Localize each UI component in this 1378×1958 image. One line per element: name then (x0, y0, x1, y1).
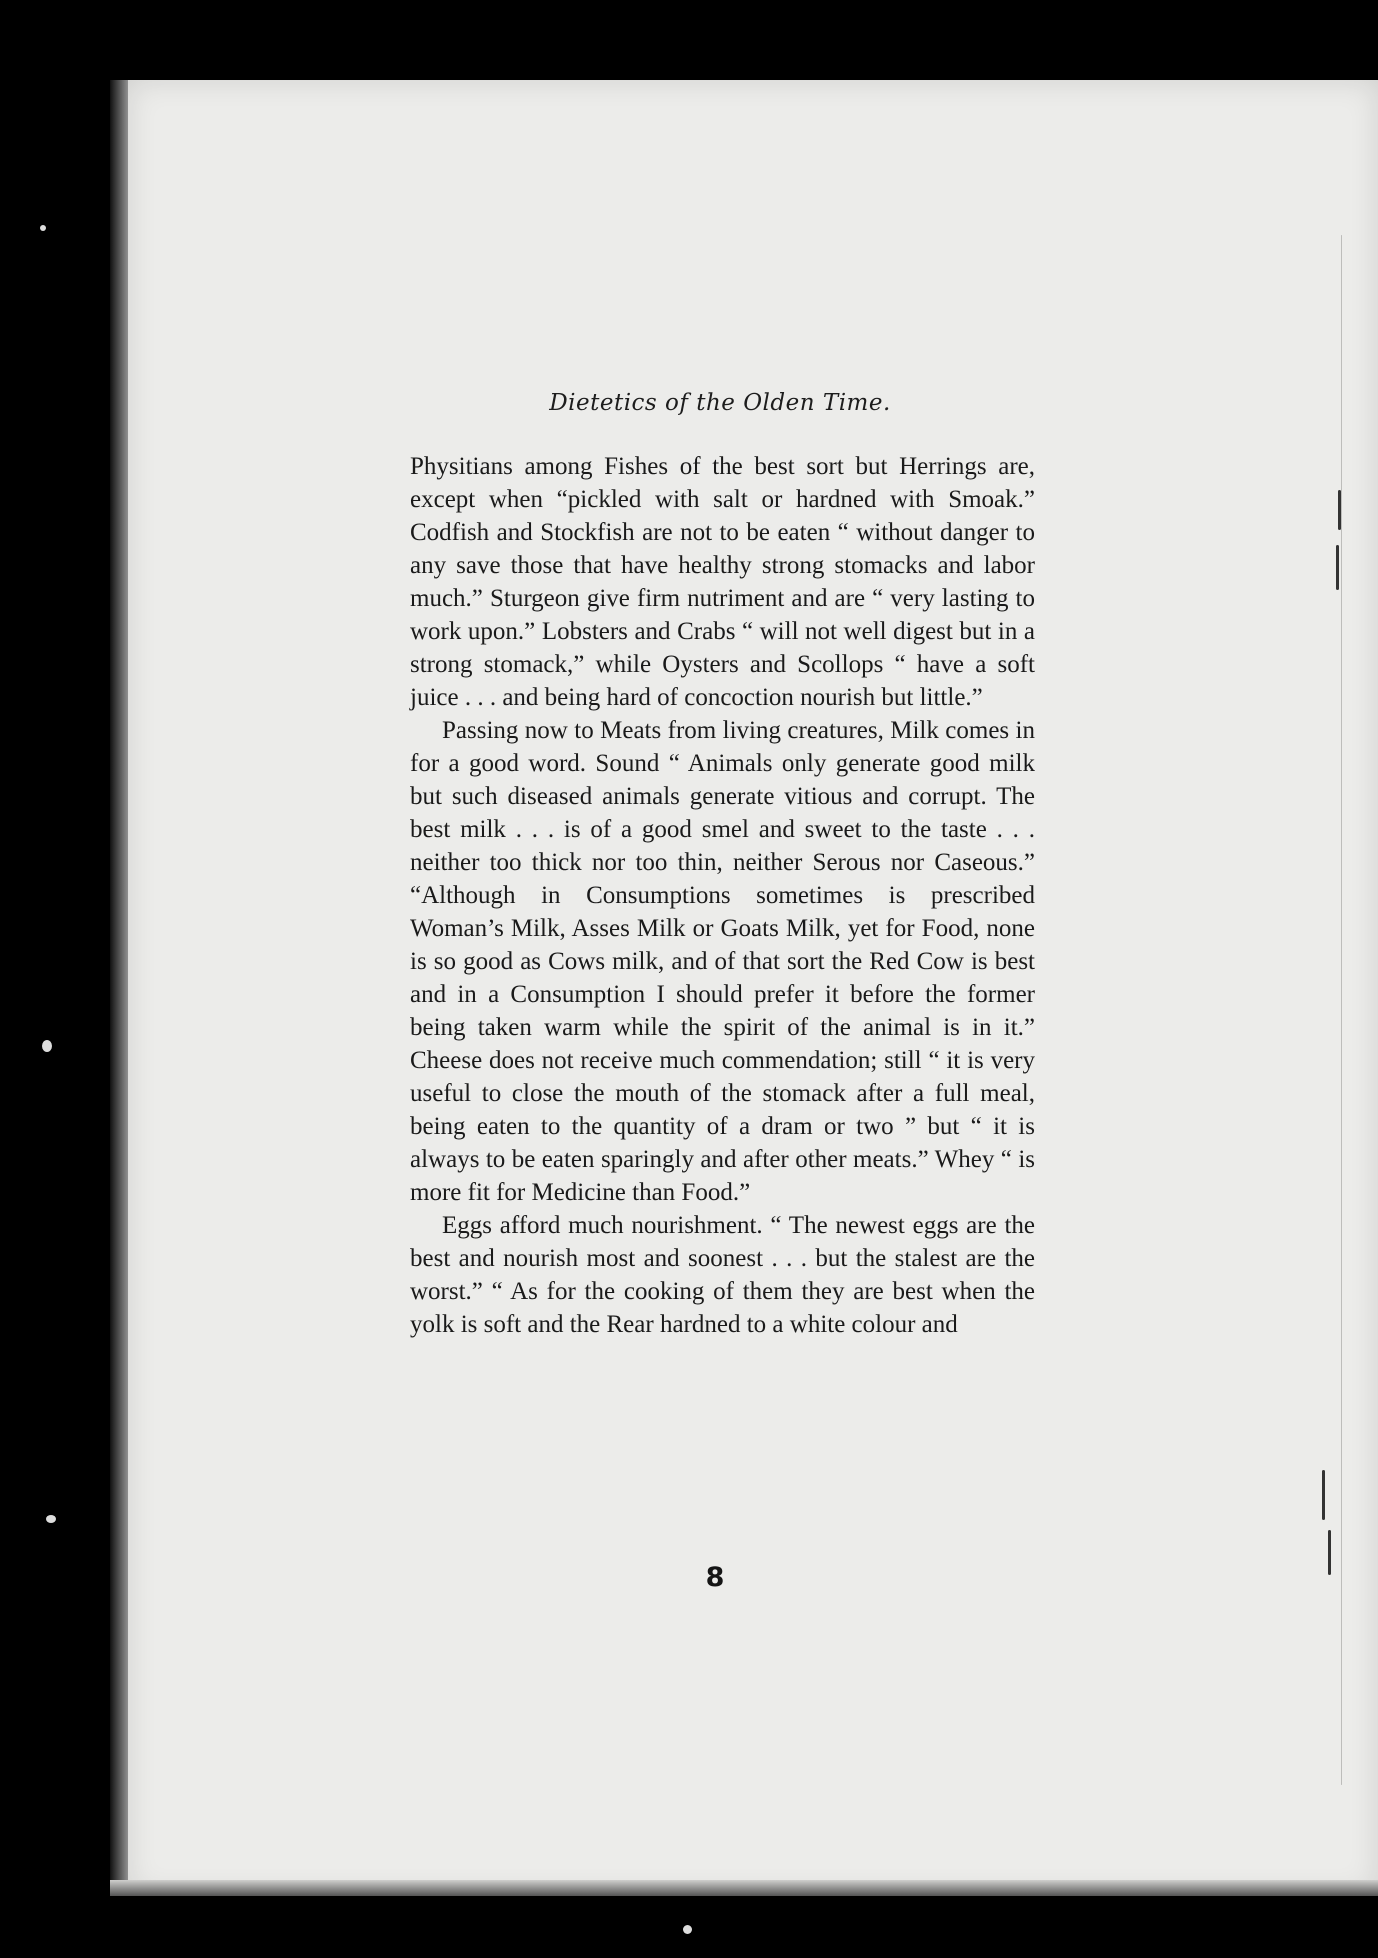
paragraph: Eggs afford much nourishment. “ The newest eggs are the best and nourish most and soonest . . . but the stalest are the worst.” “ As for the cooking of them they are best when the yolk is soft and the Rear hardned to a white colour and (410, 1212, 1035, 1338)
dust-speck (42, 1040, 52, 1052)
paragraph: Physitians among Fishes of the best sort but Herrings are, except when “pickled with salt or hardned with Smoak.” Codfish and Stockfish are not to be eaten “ without danger to any save those that have healthy strong stomacks and labor much.” Sturgeon give firm nutriment and are “ very lasting to work upon.” Lobsters and Crabs “ will not well digest but in a strong stomack,” while Oysters and Scollops “ have a soft juice . . . and being hard of concoction nourish but little.” (410, 453, 1035, 711)
paragraph: Passing now to Meats from living creatures, Milk comes in for a good word. Sound “ Animals only generate good milk but such diseased animals generate vitious and corrupt. The best milk . . . is of a good smel and sweet to the taste . . . neither too thick nor too thin, neither Serous nor Caseous.” “Although in Consumptions sometimes is prescribed Woman’s Milk, Asses Milk or Goats Milk, yet for Food, none is so good as Cows milk, and of that sort the Red Cow is best and in a Consumption I should prefer it before the former being taken warm while the spirit of the animal is in it.” Cheese does not receive much commendation; still “ it is very useful to close the mouth of the stomack after a full meal, being eaten to the quantity of a dram or two ” but “ it is always to be eaten sparingly and after other meats.” Whey “ is more fit for Medicine than Food.” (410, 717, 1035, 1206)
body-text (410, 450, 1035, 1341)
edge-mark (1336, 545, 1339, 590)
edge-mark (1322, 1470, 1325, 1520)
running-head: Dietetics of the Olden Time. (549, 390, 891, 416)
page-number: 8 (705, 1562, 725, 1593)
page-bottom-edge (110, 1880, 1378, 1896)
edge-mark (1341, 235, 1342, 1785)
edge-mark (1328, 1530, 1331, 1575)
dust-speck (40, 225, 46, 231)
dust-speck (46, 1515, 56, 1523)
dust-speck (683, 1925, 692, 1934)
